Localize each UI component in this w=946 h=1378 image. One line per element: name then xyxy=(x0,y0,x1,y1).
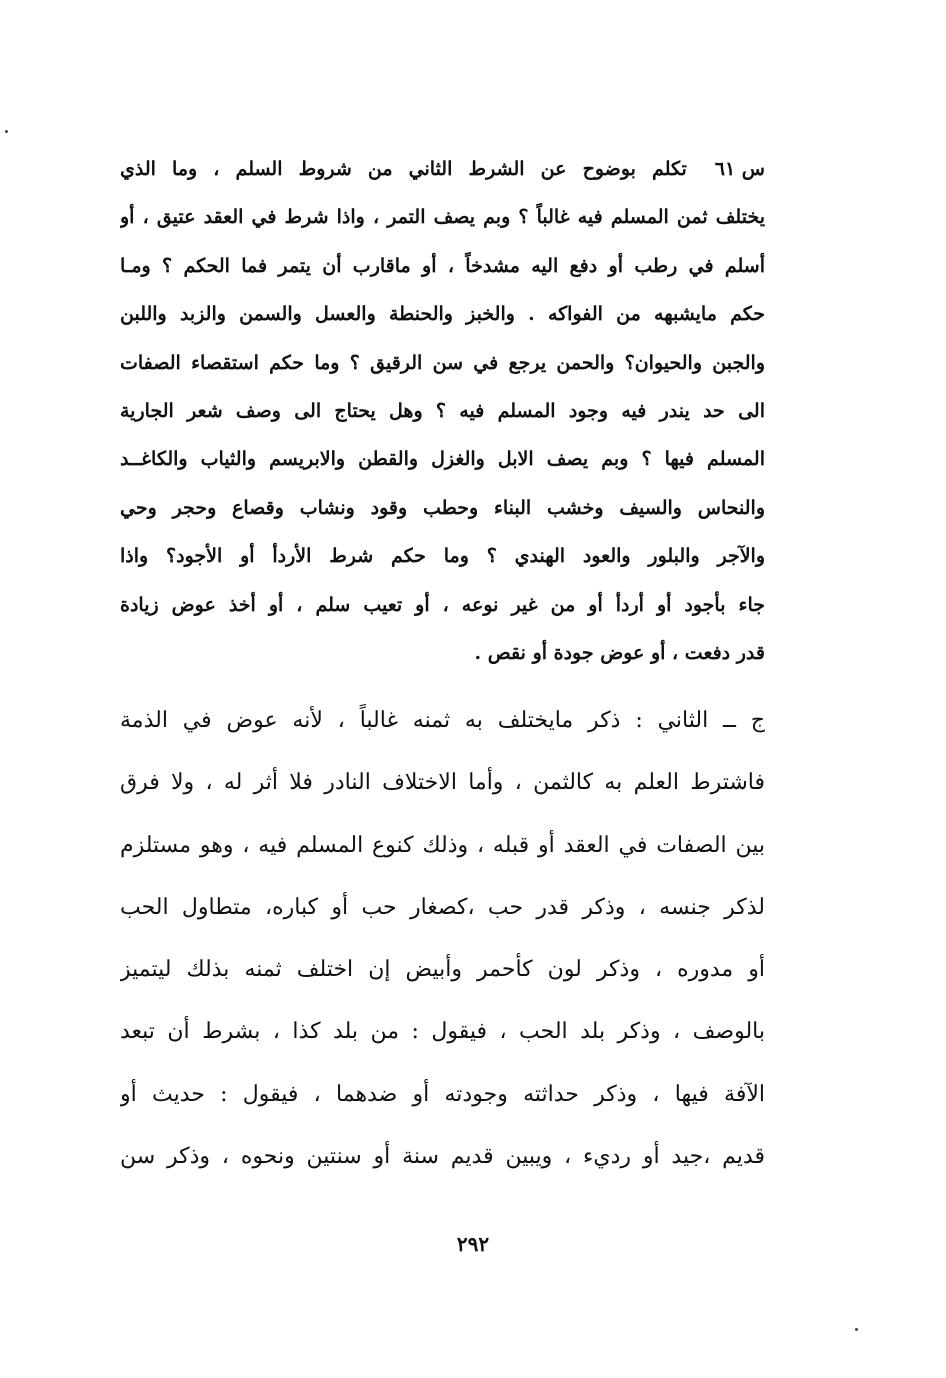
question-line: والآجر والبلور والعود الهندي ؟ وما حكم شرط الأردأ أو الأجود؟ واذا xyxy=(120,545,765,568)
question-line: والنحاس والسيف وخشب البناء وحطب وقود ونشاب وقصاع وحجر وحي xyxy=(120,496,765,519)
question-line: والجبن والحيوان؟ والحمن يرجع في سن الرقيق ؟ وما حكم استقصاء الصفات xyxy=(120,351,765,374)
scan-speck xyxy=(5,130,8,133)
answer-paragraph xyxy=(120,690,765,1188)
question-line: يختلف ثمن المسلم فيه غالباً ؟ وبم يصف التمر ، واذا شرط في العقد عتيق ، أو xyxy=(120,206,765,229)
answer-line: لذكر جنسه ، وذكر قدر حب ،كصغار حب أو كباره، متطاول الحب xyxy=(120,894,765,920)
question-line: جاء بأجود أو أردأ أو من غير نوعه ، أو تعيب سلم ، أو أخذ عوض زيادة xyxy=(120,593,765,616)
answer-line: بالوصف ، وذكر بلد الحب ، فيقول : من بلد كذا ، بشرط أن تبعد xyxy=(120,1019,765,1045)
question-line: قدر دفعت ، أو عوض جودة أو نقص . xyxy=(474,641,765,664)
question-line-text: تكلم بوضوح عن الشرط الثاني من شروط السلم ، وما الذي xyxy=(120,158,687,180)
question-line: الى حد يندر فيه وجود المسلم فيه ؟ وهل يحتاج الى وصف شعر الجارية xyxy=(120,399,765,422)
answer-line: بين الصفات في العقد أو قبله ، وذلك كنوع المسلم فيه ، وهو مستلزم xyxy=(120,832,765,858)
page-number: ٢٩٢ xyxy=(456,1232,490,1256)
answer-line: فاشترط العلم به كالثمن ، وأما الاختلاف النادر فلا أثر له ، ولا فرق xyxy=(120,770,765,796)
answer-line: قديم ،جيد أو رديء ، ويبين قديم سنة أو سنتين ونحوه ، وذكر سن xyxy=(120,1144,765,1170)
question-number: س ٦١ xyxy=(714,158,765,180)
question-paragraph xyxy=(120,145,765,677)
answer-line: الآفة فيها ، وذكر حداثته وجودته أو ضدهما ، فيقول : حديث أو xyxy=(120,1081,765,1107)
question-line: حكم مايشبهه من الفواكه . والخبز والحنطة والعسل والسمن والزبد واللبن xyxy=(120,303,765,326)
answer-line: أو مدوره ، وذكر لون كأحمر وأبيض إن اختلف ثمنه بذلك ليتميز xyxy=(120,957,765,983)
question-line: أسلم في رطب أو دفع اليه مشدخاً ، أو ماقارب أن يتمر فما الحكم ؟ ومـا xyxy=(120,254,765,277)
question-line xyxy=(120,145,765,193)
question-line: المسلم فيها ؟ وبم يصف الابل والغزل والقطن والابريسم والثياب والكاغــد xyxy=(120,448,765,471)
answer-line: ج ــ الثاني : ذكر مايختلف به ثمنه غالباً ، لأنه عوض في الذمة xyxy=(120,708,765,733)
scan-speck xyxy=(855,1328,858,1331)
